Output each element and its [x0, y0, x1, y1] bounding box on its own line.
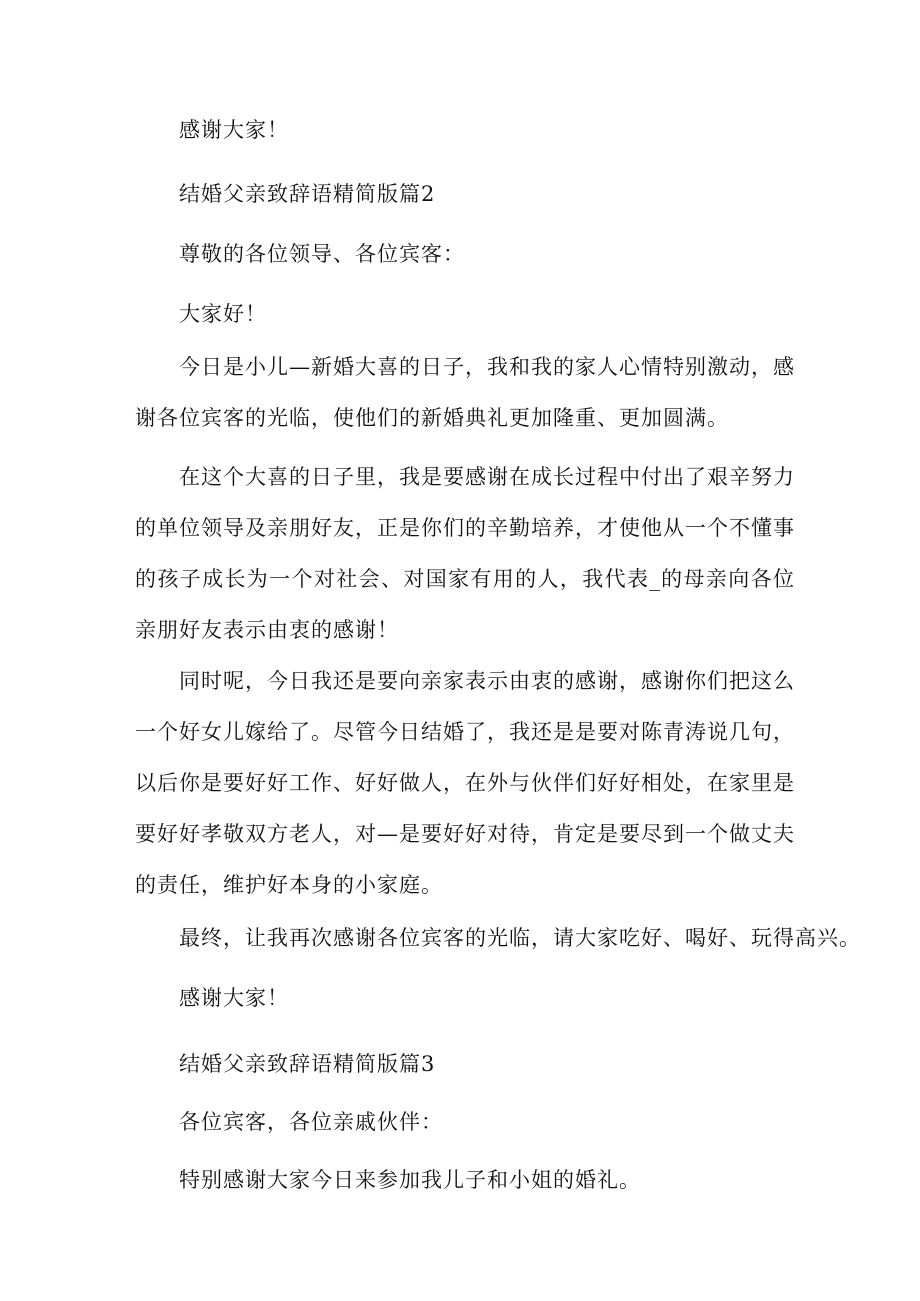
paragraph-thanks-inlaws: 同时呢，今日我还是要向亲家表示由衷的感谢，感谢你们把这么一个好女儿嫁给了。尽管今日结婚了，我还是是要对陈青涛说几句，以后你是要好好工作、好好做人，在外与伙伴们好好相处，在家里是要好好孝敬双方老人，对—是要好好对待，肯定是要尽到一个做丈夫的责任，维护好本身的小家庭。: [135, 669, 795, 897]
greeting-2: 大家好！: [179, 302, 267, 326]
paragraph-final-thanks: 最终，让我再次感谢各位宾客的光临，请大家吃好、喝好、玩得高兴。: [179, 926, 861, 950]
salutation-2: 尊敬的各位领导、各位宾客：: [179, 242, 465, 266]
paragraph-wedding-day: 今日是小儿—新婚大喜的日子，我和我的家人心情特别激动，感谢各位宾客的光临，使他们的新婚典礼更加隆重、更加圆满。: [135, 355, 795, 430]
paragraph-thanks-leaders: 在这个大喜的日子里，我是要感谢在成长过程中付出了艰辛努力的单位领导及亲朋好友，正是你们的辛勤培养，才使他从一个不懂事的孩子成长为一个对社会、对国家有用的人，我代表_的母亲向各位亲朋好友表示由衷的感谢！: [135, 465, 795, 642]
salutation-3: 各位宾客，各位亲戚伙伴：: [179, 1110, 443, 1134]
paragraph-thanks-attending: 特别感谢大家今日来参加我儿子和小姐的婚礼。: [179, 1168, 641, 1192]
section-heading-3: 结婚父亲致辞语精简版篇3: [179, 1052, 436, 1076]
section-heading-2: 结婚父亲致辞语精简版篇2: [179, 182, 436, 206]
closing-thanks-1: 感谢大家！: [179, 118, 289, 142]
closing-thanks-2: 感谢大家！: [179, 986, 289, 1010]
